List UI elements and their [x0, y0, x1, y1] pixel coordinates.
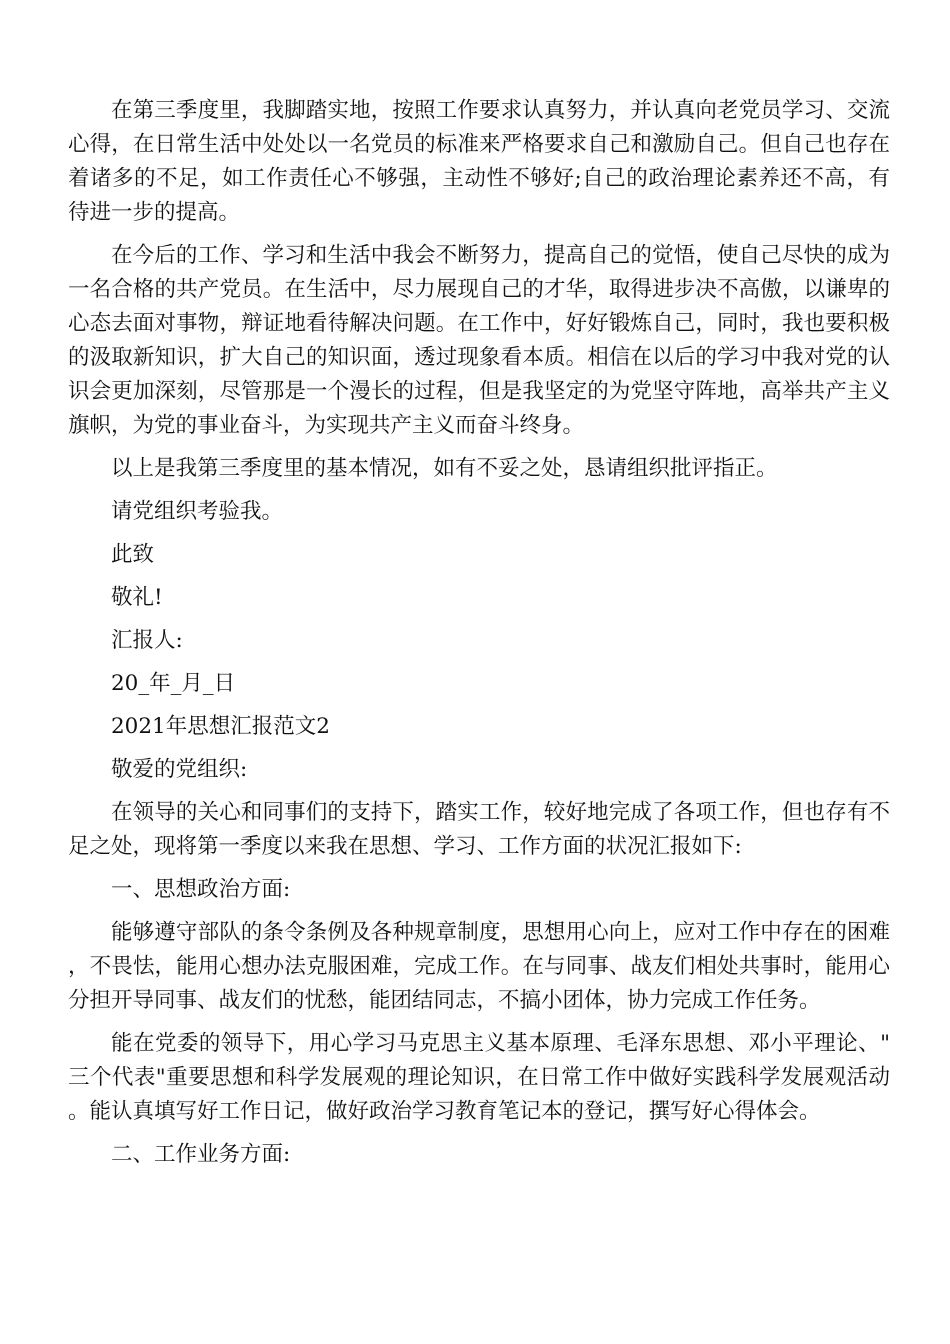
section-title: 2021年思想汇报范文2: [111, 714, 330, 739]
reporter-label: 汇报人:: [111, 628, 183, 653]
body-paragraph: 在第三季度里，我脚踏实地，按照工作要求认真努力，并认真向老党员学习、交流心得，在日常生活中处处以一名党员的标准来严格要求自己和激励自己。但自己也存在着诸多的不足，如工作责任心不够强，主动性不够好;自己的政治理论素养还不高，有待进一步的提高。: [68, 98, 890, 225]
body-paragraph: 在今后的工作、学习和生活中我会不断努力，提高自己的觉悟，使自己尽快的成为一名合格的共产党员。在生活中，尽力展现自己的才华，取得进步决不高傲，以谦卑的心态去面对事物，辩证地看待解决问题。在工作中，好好锻炼自己，同时，我也要积极的汲取新知识，扩大自己的知识面，透过现象看本质。相信在以后的学习中我对党的认识会更加深刻，尽管那是一个漫长的过程，但是我坚定的为党坚守阵地，高举共产主义旗帜，为党的事业奋斗，为实现共产主义而奋斗终身。: [68, 243, 890, 438]
date-line: 20_年_月_日: [111, 671, 236, 696]
greeting-line: 敬爱的党组织:: [111, 757, 248, 782]
section-heading: 二、工作业务方面:: [111, 1142, 291, 1167]
closing-line: 以上是我第三季度里的基本情况，如有不妥之处，恳请组织批评指正。: [111, 456, 778, 481]
intro-paragraph: 在领导的关心和同事们的支持下，踏实工作，较好地完成了各项工作，但也存有不足之处，现将第一季度以来我在思想、学习、工作方面的状况汇报如下:: [68, 800, 890, 859]
request-line: 请党组织考验我。: [111, 499, 284, 524]
body-paragraph: 能够遵守部队的条令条例及各种规章制度，思想用心向上，应对工作中存在的困难，不畏怯，能用心想办法克服困难，完成工作。在与同事、战友们相处共事时，能用心分担开导同事、战友们的忧愁，能团结同志，不搞小团体，协力完成工作任务。: [68, 920, 890, 1013]
document-body: [68, 94, 890, 1181]
section-heading: 一、思想政治方面:: [111, 877, 291, 902]
salutation-line: 此致: [111, 542, 155, 567]
salutation-line: 敬礼!: [111, 585, 163, 610]
body-paragraph: 能在党委的领导下，用心学习马克思主义基本原理、毛泽东思想、邓小平理论、"三个代表"重要思想和科学发展观的理论知识，在日常工作中做好实践科学发展观活动。能认真填写好工作日记，做好政治学习教育笔记本的登记，撰写好心得体会。: [68, 1031, 890, 1124]
